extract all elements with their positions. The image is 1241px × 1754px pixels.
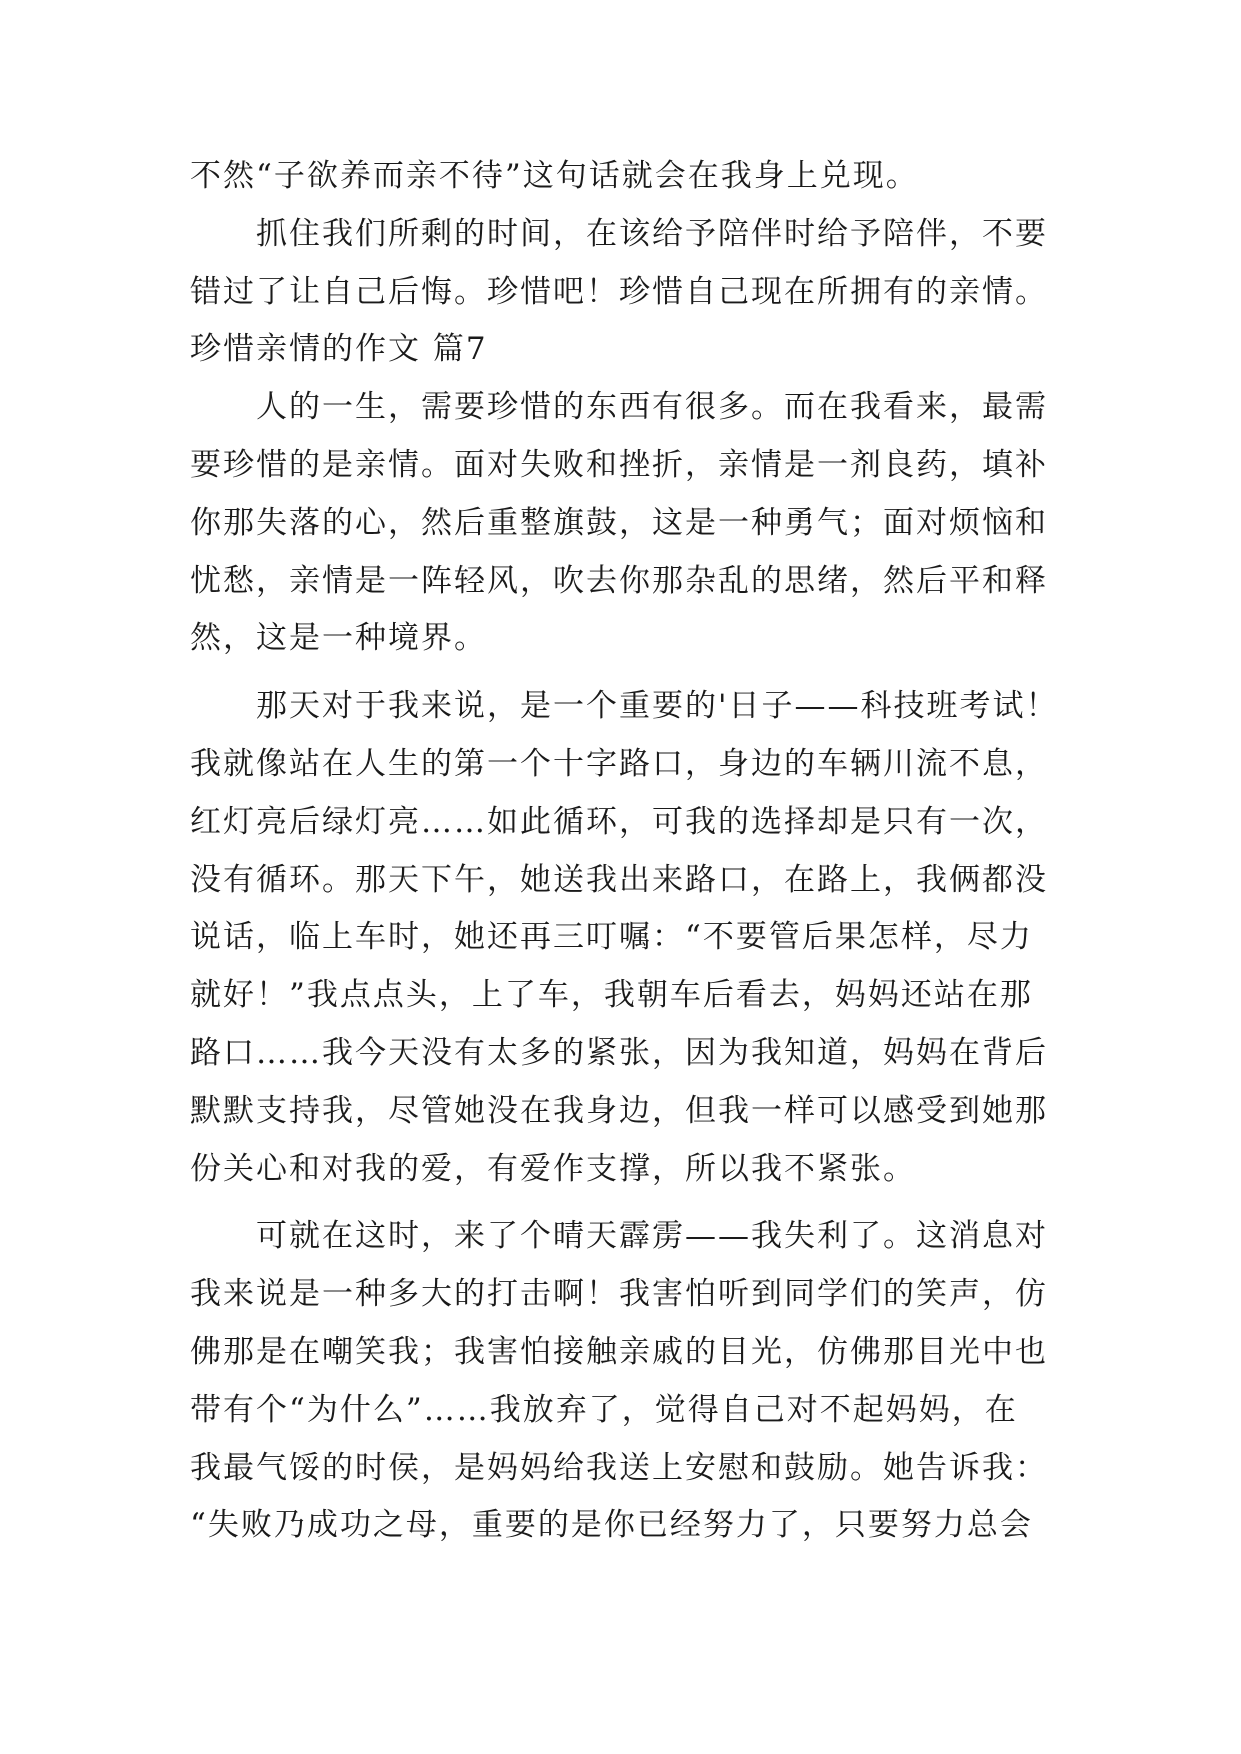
text-line: “失败乃成功之母，重要的是你已经努力了，只要努力总会 — [190, 1507, 1033, 1544]
text-line: 不然“子欲养而亲不待”这句话就会在我身上兑现。 — [190, 158, 919, 194]
text-line: 可就在这时，来了个晴天霹雳——我失利了。这消息对 — [256, 1218, 1048, 1255]
document-body — [190, 148, 1070, 1555]
text-line: 你那失落的心，然后重整旗鼓，这是一种勇气；面对烦恼和 — [190, 504, 1048, 541]
text-line: 带有个“为什么”……我放弃了，觉得自己对不起妈妈，在 — [190, 1391, 1018, 1428]
text-line: 人的一生，需要珍惜的东西有很多。而在我看来，最需 — [256, 389, 1048, 426]
text-line: 默默支持我，尽管她没在我身边，但我一样可以感受到她那 — [190, 1092, 1048, 1129]
text-line: 佛那是在嘲笑我；我害怕接触亲戚的目光，仿佛那目光中也 — [190, 1333, 1048, 1370]
text-line: 份关心和对我的爱，有爱作支撑，所以我不紧张。 — [190, 1150, 916, 1187]
text-line: 抓住我们所剩的时间，在该给予陪伴时给予陪伴，不要 — [256, 215, 1048, 252]
section-heading: 珍惜亲情的作文 篇7 — [190, 331, 488, 368]
text-line: 要珍惜的是亲情。面对失败和挫折，亲情是一剂良药，填补 — [190, 446, 1048, 483]
text-line: 忧愁，亲情是一阵轻风，吹去你那杂乱的思绪，然后平和释 — [190, 562, 1048, 599]
text-line: 红灯亮后绿灯亮……如此循环，可我的选择却是只有一次， — [190, 803, 1048, 840]
text-line: 错过了让自己后悔。珍惜吧！珍惜自己现在所拥有的亲情。 — [190, 273, 1048, 310]
text-line: 那天对于我来说，是一个重要的'日子——科技班考试！ — [256, 688, 1059, 725]
text-line: 没有循环。那天下午，她送我出来路口，在路上，我俩都没 — [190, 861, 1048, 898]
text-line: 我最气馁的时侯，是妈妈给我送上安慰和鼓励。她告诉我： — [190, 1449, 1048, 1486]
text-line: 然，这是一种境界。 — [190, 620, 487, 657]
text-line: 路口……我今天没有太多的紧张，因为我知道，妈妈在背后 — [190, 1034, 1048, 1071]
text-line: 就好！”我点点头，上了车，我朝车后看去，妈妈还站在那 — [190, 977, 1033, 1014]
text-line: 我就像站在人生的第一个十字路口，身边的车辆川流不息， — [190, 745, 1048, 782]
text-line: 我来说是一种多大的打击啊！我害怕听到同学们的笑声，仿 — [190, 1276, 1048, 1313]
text-line: 说话，临上车时，她还再三叮嘱：“不要管后果怎样，尽力 — [190, 919, 1033, 956]
